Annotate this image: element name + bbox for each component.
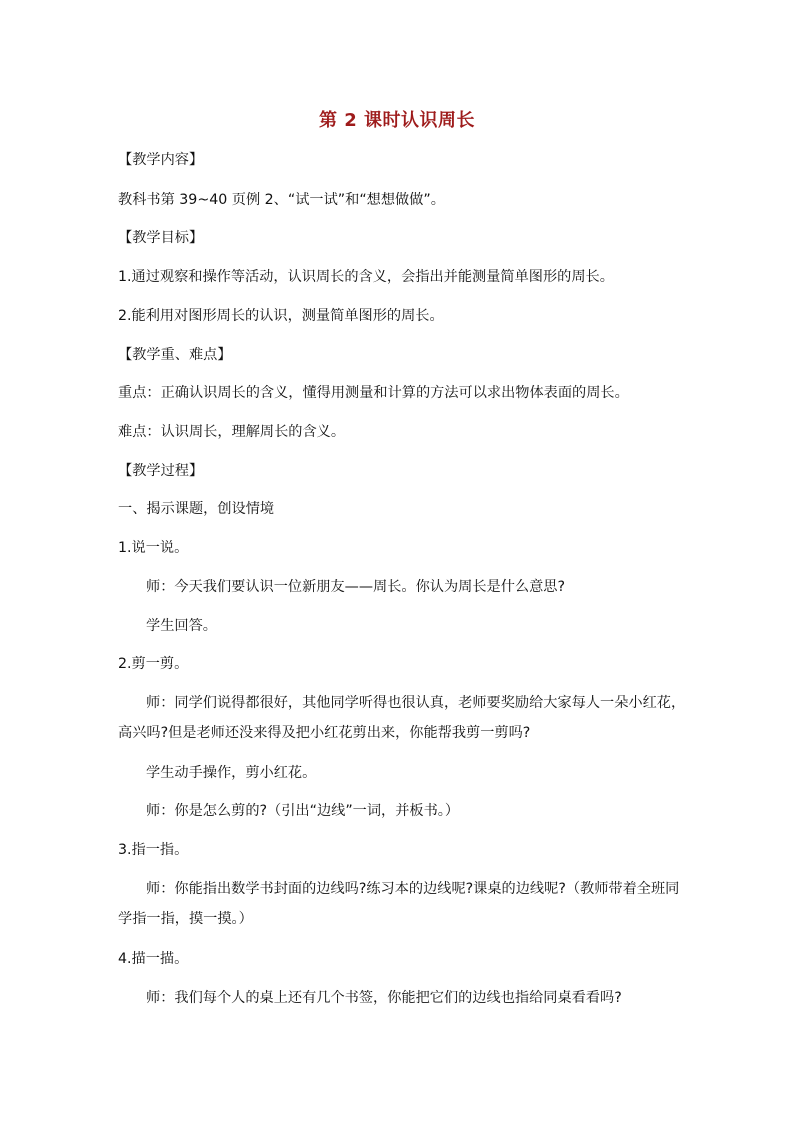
teacher-line-1: 师：今天我们要认识一位新朋友——周长。你认为周长是什么意思?: [146, 579, 565, 595]
process-part-1: 一、揭示课题，创设情境: [118, 501, 275, 517]
teacher-line-2b: 高兴吗?但是老师还没来得及把小红花剪出来，你能帮我剪一剪吗?: [118, 725, 531, 741]
student-line-1: 学生回答。: [146, 618, 217, 634]
objective-2: 2.能利用对图形周长的认识，测量简单图形的周长。: [118, 308, 444, 324]
teacher-line-2a: 师：同学们说得都很好，其他同学听得也很认真，老师要奖励给大家每人一朵小红花，: [146, 695, 686, 711]
step-2-heading: 2.剪一剪。: [118, 656, 189, 672]
difficulty-text: 难点：认识周长，理解周长的含义。: [118, 424, 346, 440]
key-point-text: 重点：正确认识周长的含义，懂得用测量和计算的方法可以求出物体表面的周长。: [118, 385, 629, 401]
section-heading-key-points: 【教学重、难点】: [118, 347, 232, 363]
teacher-line-3b: 学指一指，摸一摸。）: [118, 911, 253, 927]
teacher-line-3a: 师：你能指出数学书封面的边线吗?练习本的边线呢?课桌的边线呢?（教师带着全班同: [146, 881, 680, 897]
step-3-heading: 3.指一指。: [118, 842, 189, 858]
section-heading-objectives: 【教学目标】: [118, 230, 204, 246]
student-line-2: 学生动手操作，剪小红花。: [146, 765, 317, 781]
objective-1: 1.通过观察和操作等活动，认识周长的含义，会指出并能测量简单图形的周长。: [118, 269, 614, 285]
content-text: 教科书第 39~40 页例 2、“试一试”和“想想做做”。: [118, 192, 445, 208]
teacher-line-4: 师：我们每个人的桌上还有几个书签，你能把它们的边线也指给同桌看看吗?: [146, 990, 622, 1006]
document-title: 第 2 课时认识周长: [318, 110, 476, 131]
section-heading-content: 【教学内容】: [118, 152, 204, 168]
section-heading-process: 【教学过程】: [118, 463, 204, 479]
teacher-line-2c: 师：你是怎么剪的?（引出“边线”一词，并板书。）: [146, 803, 460, 819]
step-4-heading: 4.描一描。: [118, 951, 189, 967]
step-1-heading: 1.说一说。: [118, 540, 189, 556]
